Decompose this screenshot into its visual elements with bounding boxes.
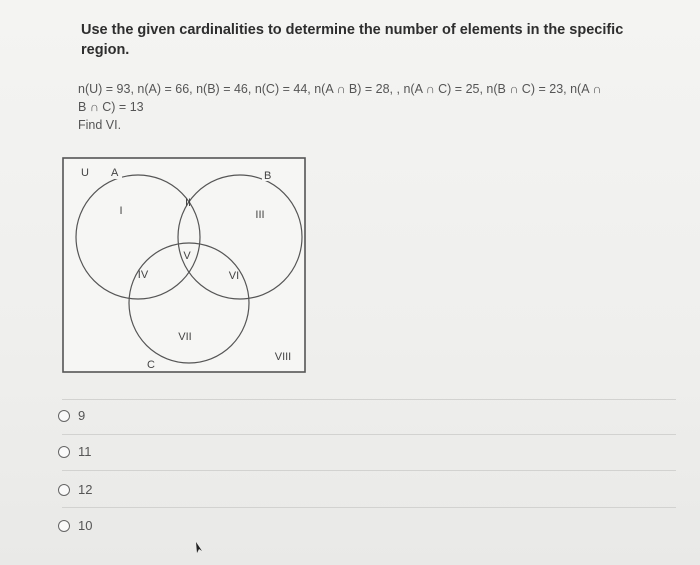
divider [62,434,676,435]
region-ii: II [184,197,192,209]
given-line-1: n(U) = 93, n(A) = 66, n(B) = 46, n(C) = 44, n(A ∩ B) = 28, , n(A ∩ C) = 25, n(B ∩ C) = 23, n(A ∩ [78,82,602,96]
given-line-2: B ∩ C) = 13 [78,100,144,114]
region-viii: VIII [274,351,292,363]
radio-button[interactable] [58,520,70,532]
venn-diagram [60,155,310,377]
divider [62,507,676,508]
option-label: 12 [78,482,93,497]
region-iii: III [255,209,265,221]
divider [62,470,676,471]
label-a: A [111,167,119,179]
label-b: B [264,170,272,182]
option-label: 9 [78,408,86,423]
question-prompt: Use the given cardinalities to determine the number of elements in the specific region. [81,22,624,58]
answer-option[interactable] [58,408,85,423]
answer-option[interactable] [58,482,92,497]
option-label: 11 [78,444,92,459]
label-u: U [81,167,89,179]
find-instruction: Find VI. [78,118,122,132]
option-label: 10 [78,518,93,533]
radio-button[interactable] [58,484,70,496]
mouse-cursor-icon [194,541,204,555]
radio-button[interactable] [58,410,70,422]
answer-option[interactable] [58,444,92,459]
region-vi: VI [228,270,240,282]
divider [62,399,676,400]
region-i: I [119,205,123,217]
region-v: V [183,250,191,262]
label-c: C [147,359,155,371]
region-vii: VII [178,331,192,343]
region-iv: IV [137,269,149,281]
given-cardinalities [78,80,678,134]
answer-option[interactable] [58,518,92,533]
radio-button[interactable] [58,446,70,458]
